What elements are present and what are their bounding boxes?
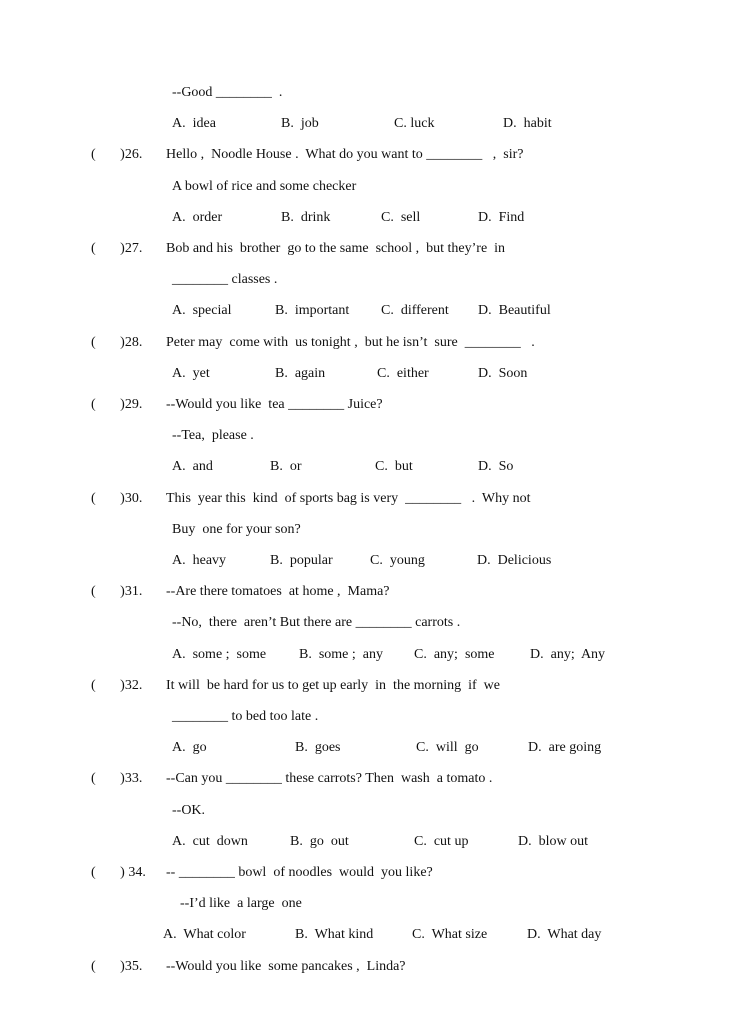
answer-blank-paren: ( )27. <box>91 241 143 256</box>
answer-option: B. job <box>281 116 319 131</box>
question-text: Peter may come with us tonight , but he isn’t sure ________ . <box>166 335 535 350</box>
question-text: -- ________ bowl of noodles would you like? <box>166 865 433 880</box>
answer-blank-paren: ( )35. <box>91 959 143 974</box>
answer-option: B. go out <box>290 834 349 849</box>
question-text: Bob and his brother go to the same school , but they’re in <box>166 241 506 256</box>
answer-blank-paren: ( )26. <box>91 147 143 162</box>
answer-blank-paren: ( ) 34. <box>91 865 146 880</box>
answer-option: A. cut down <box>172 834 248 849</box>
question-text: It will be hard for us to get up early in the morning if we <box>166 678 500 693</box>
answer-option: D. Soon <box>478 366 528 381</box>
answer-option: C. luck <box>394 116 435 131</box>
question-continuation: --I’d like a large one <box>180 896 302 911</box>
answer-option: A. idea <box>172 116 216 131</box>
answer-option: B. popular <box>270 553 333 568</box>
answer-option: B. or <box>270 459 302 474</box>
answer-option: C. any; some <box>414 647 495 662</box>
answer-option: A. What color <box>163 927 246 942</box>
answer-blank-paren: ( )31. <box>91 584 143 599</box>
question-continuation: ________ classes . <box>172 272 278 287</box>
question-text: --Would you like some pancakes , Linda? <box>166 959 406 974</box>
answer-option: D. are going <box>528 740 602 755</box>
answer-option: D. What day <box>527 927 602 942</box>
answer-option: A. order <box>172 210 223 225</box>
question-continuation: --Tea, please . <box>172 428 254 443</box>
answer-option: D. Find <box>478 210 525 225</box>
answer-blank-paren: ( )33. <box>91 771 143 786</box>
answer-option: C. young <box>370 553 425 568</box>
question-text: This year this kind of sports bag is very ________ . Why not <box>166 491 531 506</box>
answer-blank-paren: ( )29. <box>91 397 143 412</box>
answer-option: D. So <box>478 459 514 474</box>
answer-option: B. again <box>275 366 326 381</box>
answer-option: B. drink <box>281 210 331 225</box>
answer-option: A. and <box>172 459 213 474</box>
answer-option: D. blow out <box>518 834 588 849</box>
answer-option: C. will go <box>416 740 479 755</box>
answer-option: A. some ; some <box>172 647 267 662</box>
question-text: Hello , Noodle House . What do you want to ________ , sir? <box>166 147 524 162</box>
answer-option: C. but <box>375 459 413 474</box>
answer-option: B. What kind <box>295 927 374 942</box>
answer-option: D. any; Any <box>530 647 606 662</box>
answer-option: C. sell <box>381 210 421 225</box>
answer-blank-paren: ( )32. <box>91 678 143 693</box>
answer-option: C. different <box>381 303 449 318</box>
question-continuation: ________ to bed too late . <box>172 709 319 724</box>
answer-blank-paren: ( )28. <box>91 335 143 350</box>
answer-option: A. special <box>172 303 232 318</box>
answer-option: B. some ; any <box>299 647 383 662</box>
question-text: --Can you ________ these carrots? Then wash a tomato . <box>166 771 493 786</box>
question-continuation: A bowl of rice and some checker <box>172 179 357 194</box>
question-continuation: Buy one for your son? <box>172 522 301 537</box>
answer-option: C. either <box>377 366 429 381</box>
question-continuation: --No, there aren’t But there are ________ carrots . <box>172 615 461 630</box>
answer-option: A. heavy <box>172 553 227 568</box>
answer-option: C. What size <box>412 927 488 942</box>
question-continuation: --Good ________ . <box>172 85 283 100</box>
answer-option: D. habit <box>503 116 552 131</box>
answer-option: D. Beautiful <box>478 303 551 318</box>
answer-option: B. goes <box>295 740 341 755</box>
answer-option: A. yet <box>172 366 210 381</box>
answer-option: D. Delicious <box>477 553 552 568</box>
answer-option: A. go <box>172 740 207 755</box>
question-continuation: --OK. <box>172 803 206 818</box>
answer-option: B. important <box>275 303 350 318</box>
question-text: --Are there tomatoes at home , Mama? <box>166 584 390 599</box>
question-text: --Would you like tea ________ Juice? <box>166 397 383 412</box>
answer-blank-paren: ( )30. <box>91 491 143 506</box>
answer-option: C. cut up <box>414 834 469 849</box>
